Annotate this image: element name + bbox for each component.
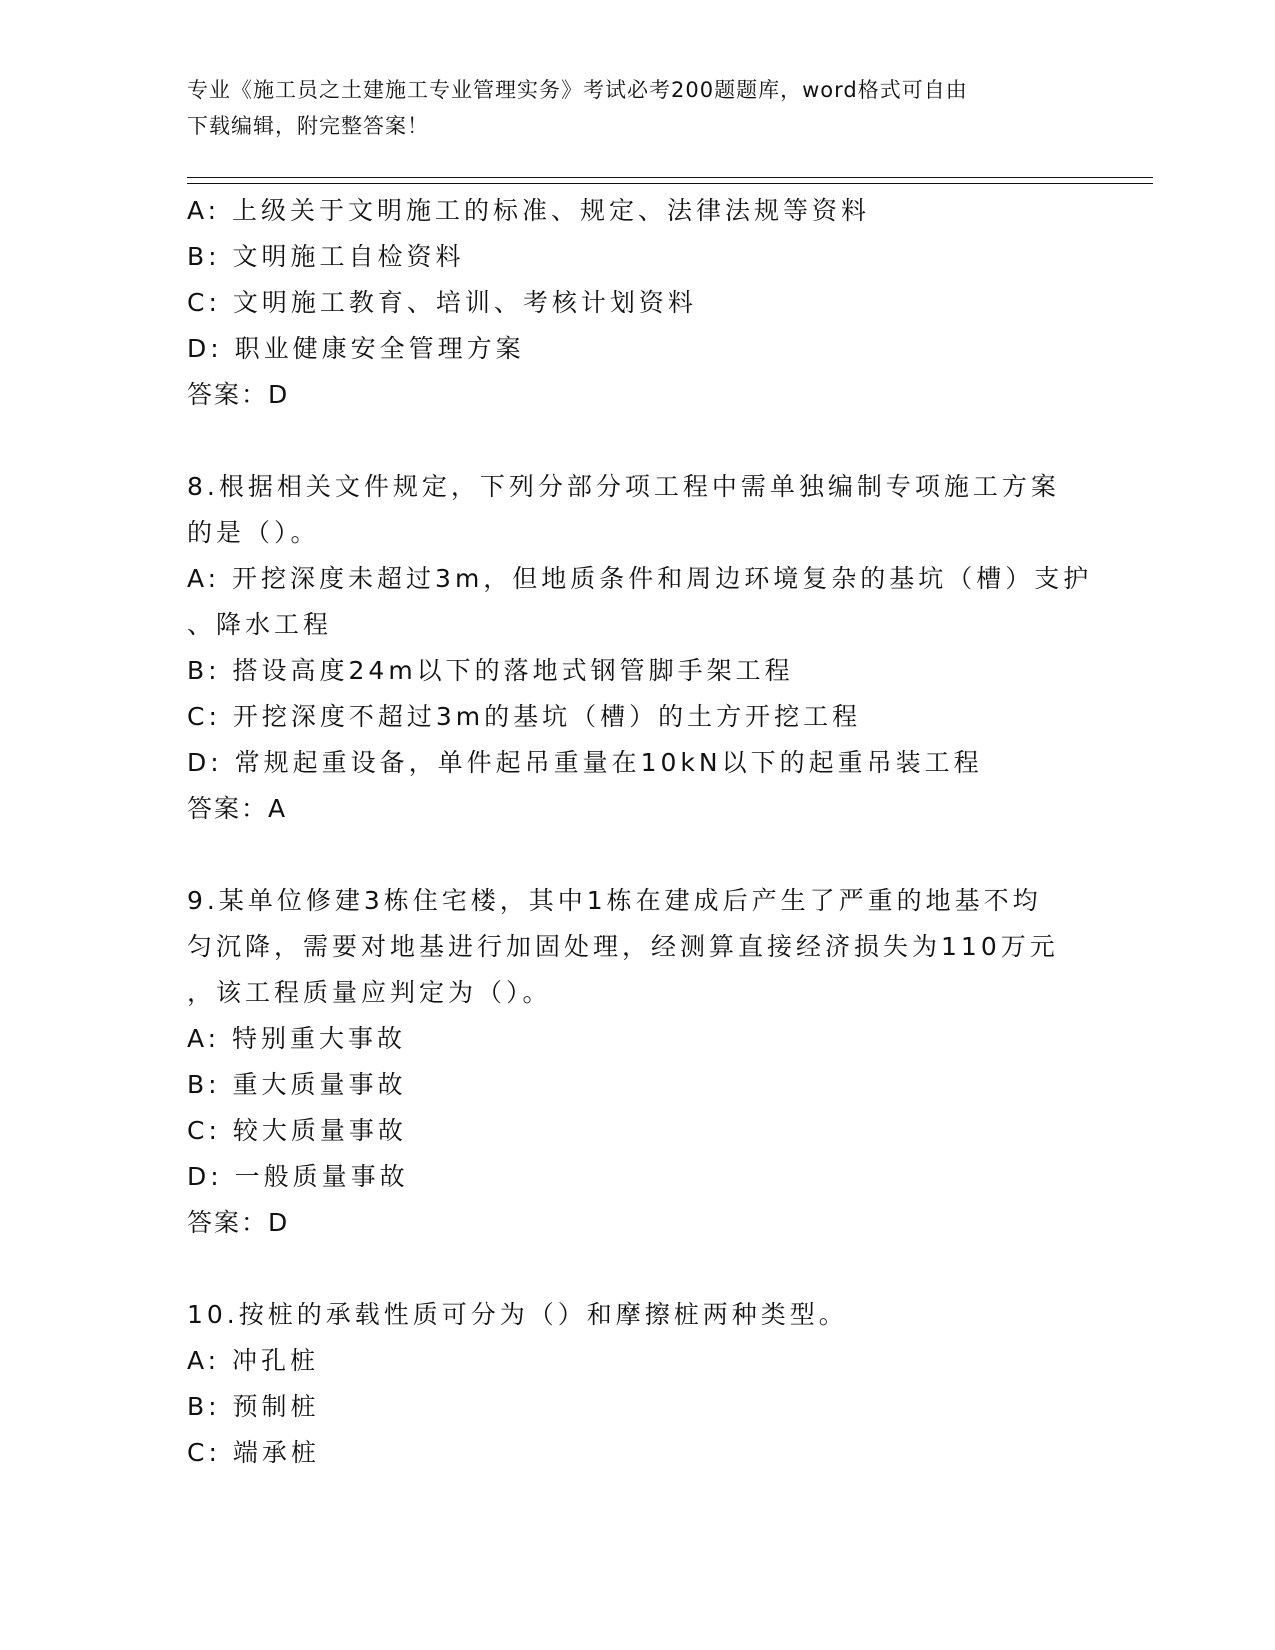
question-10 [187, 1292, 1087, 1476]
q7-option-b: B: 文明施工自检资料 [187, 242, 465, 271]
question-9 [187, 878, 1087, 1246]
q9-option-b: B: 重大质量事故 [187, 1070, 407, 1099]
spacer [187, 418, 1087, 464]
header-divider-top [187, 177, 1153, 178]
question-content [187, 188, 1093, 1476]
q7-answer: 答案：D [187, 380, 290, 409]
q8-stem-line-2: 的是（）。 [187, 518, 320, 547]
spacer [187, 832, 1087, 878]
document-header [187, 72, 1087, 144]
question-7 [187, 188, 1087, 418]
q9-option-c: C: 较大质量事故 [187, 1116, 407, 1145]
q8-option-a-continued: 、降水工程 [187, 610, 333, 639]
q9-option-a: A: 特别重大事故 [187, 1024, 407, 1053]
q9-stem-line-1: 9.某单位修建3栋住宅楼，其中1栋在建成后产生了严重的地基不均 [187, 886, 1042, 915]
q9-answer: 答案：D [187, 1208, 290, 1237]
q8-option-b: B: 搭设高度24m以下的落地式钢管脚手架工程 [187, 656, 794, 685]
q7-option-a: A: 上级关于文明施工的标准、规定、法律法规等资料 [187, 196, 871, 225]
q10-option-a: A: 冲孔桩 [187, 1346, 320, 1375]
q8-option-c: C: 开挖深度不超过3m的基坑（槽）的土方开挖工程 [187, 702, 862, 731]
q8-answer: 答案：A [187, 794, 288, 823]
header-line-1: 专业《施工员之土建施工专业管理实务》考试必考200题题库，word格式可自由 [187, 78, 968, 102]
q10-stem-line-1: 10.按桩的承载性质可分为（）和摩擦桩两种类型。 [187, 1300, 848, 1329]
q9-stem-line-2: 匀沉降，需要对地基进行加固处理，经测算直接经济损失为110万元 [187, 932, 1059, 961]
question-8 [187, 464, 1093, 832]
q8-stem-line-1: 8.根据相关文件规定，下列分部分项工程中需单独编制专项施工方案 [187, 472, 1060, 501]
q10-option-c: C: 端承桩 [187, 1438, 320, 1467]
q7-option-c: C: 文明施工教育、培训、考核计划资料 [187, 288, 697, 317]
q9-stem-line-3: ，该工程质量应判定为（）。 [187, 978, 552, 1007]
q10-option-b: B: 预制桩 [187, 1392, 320, 1421]
header-line-2: 下载编辑，附完整答案！ [187, 114, 429, 138]
q8-option-a: A: 开挖深度未超过3m，但地质条件和周边环境复杂的基坑（槽）支护 [187, 564, 1093, 593]
q9-option-d: D: 一般质量事故 [187, 1162, 409, 1191]
spacer [187, 1246, 1087, 1292]
q8-option-d: D: 常规起重设备，单件起吊重量在10kN以下的起重吊装工程 [187, 748, 983, 777]
q7-option-d: D: 职业健康安全管理方案 [187, 334, 525, 363]
header-divider-bottom [187, 183, 1153, 184]
